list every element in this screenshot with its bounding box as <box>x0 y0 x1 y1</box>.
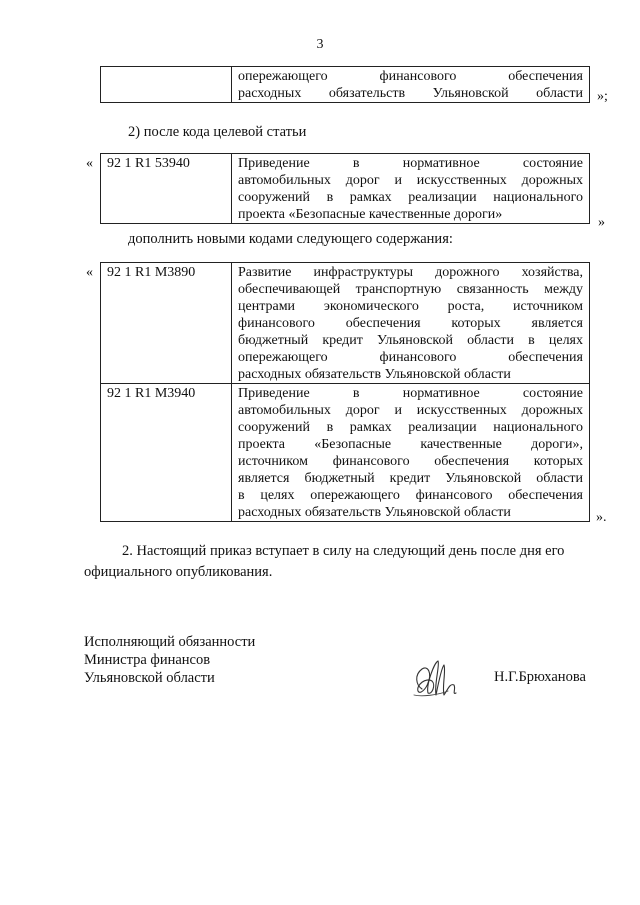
text-line: проекта «Безопасные качественные дороги» <box>238 207 503 222</box>
codes-table-existing <box>100 153 590 224</box>
table-row <box>101 67 590 103</box>
handwritten-signature <box>408 655 468 705</box>
text-line: проекта «Безопасные качественные дороги», <box>238 437 583 452</box>
description-cell <box>232 263 590 384</box>
closing-quote: ». <box>596 510 607 525</box>
table-row <box>101 263 590 384</box>
item2-intro: 2) после кода целевой статьи <box>128 124 307 140</box>
text-line: в целях опережающего финансового обеспечения <box>238 488 583 503</box>
table-row <box>101 154 590 224</box>
text-line: Министра финансов <box>84 652 211 668</box>
supplement-text: дополнить новыми кодами следующего содержания: <box>128 231 453 247</box>
signatory-name: Н.Г.Брюханова <box>494 669 586 685</box>
opening-quote: « <box>86 265 93 280</box>
text-line: является бюджетный кредит Ульяновской области <box>238 471 583 486</box>
text-line: расходных обязательств Ульяновской области <box>238 505 511 520</box>
text-line: обеспечивающей транспортную связанность между <box>238 282 583 297</box>
text-line: бюджетный кредит Ульяновской области в целях <box>238 333 583 348</box>
text-line: финансового обеспечения которых является <box>238 316 583 331</box>
text-line: Развитие инфраструктуры дорожного хозяйства, <box>238 265 583 280</box>
signatory-title <box>84 633 255 687</box>
text-line: Ульяновской области <box>84 670 215 686</box>
paragraph-2-line-1: 2. Настоящий приказ вступает в силу на следующий день после дня его <box>122 543 565 559</box>
page-number: 3 <box>316 37 324 52</box>
code-cell <box>101 67 232 103</box>
text-line: сооружений в рамках реализации национального <box>238 420 583 435</box>
opening-quote: « <box>86 156 93 171</box>
description-cell <box>232 67 590 103</box>
text-line: расходных обязательств Ульяновской области <box>238 86 583 101</box>
code-cell: 92 1 R1 М3940 <box>101 384 232 522</box>
text-line: Приведение в нормативное состояние <box>238 386 583 401</box>
text-line: Приведение в нормативное состояние <box>238 156 583 171</box>
text-line: автомобильных дорог и искусственных дорожных <box>238 403 583 418</box>
text-line: расходных обязательств Ульяновской области <box>238 367 511 382</box>
text-line: центрами экономического роста, источником <box>238 299 583 314</box>
code-cell: 92 1 R1 М3890 <box>101 263 232 384</box>
text-line: Исполняющий обязанности <box>84 634 256 650</box>
text-line: опережающего финансового обеспечения <box>238 69 583 84</box>
closing-quote: » <box>598 215 605 230</box>
description-cell <box>232 384 590 522</box>
description-cell <box>232 154 590 224</box>
code-cell: 92 1 R1 53940 <box>101 154 232 224</box>
paragraph-2-line-2: официального опубликования. <box>84 564 273 580</box>
text-line: опережающего финансового обеспечения <box>238 350 583 365</box>
text-line: источником финансового обеспечения которых <box>238 454 583 469</box>
codes-table-new <box>100 262 590 522</box>
closing-quote: »; <box>597 89 608 104</box>
text-line: автомобильных дорог и искусственных дорожных <box>238 173 583 188</box>
codes-table-continuation <box>100 66 590 103</box>
text-line: сооружений в рамках реализации национального <box>238 190 583 205</box>
table-row <box>101 384 590 522</box>
